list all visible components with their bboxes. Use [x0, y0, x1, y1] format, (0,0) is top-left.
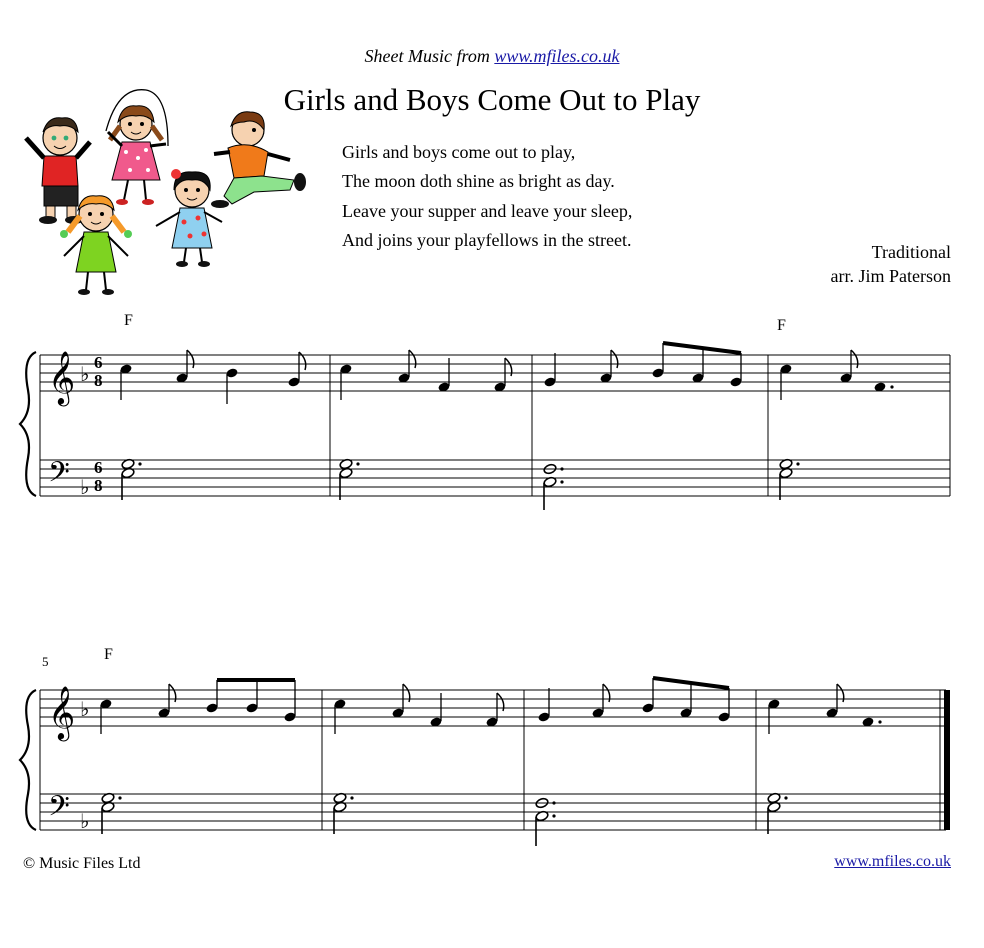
footer-copyright: © Music Files Ltd	[23, 855, 141, 872]
time-signature-top: 6	[94, 458, 103, 477]
lyric-line: Girls and boys come out to play,	[342, 142, 576, 162]
composer-credit: Traditional	[871, 242, 951, 262]
treble-notes-measure-7	[537, 678, 730, 723]
bass-chords-system-2	[101, 792, 781, 846]
treble-clef-icon: 𝄞	[48, 687, 76, 738]
barlines	[330, 355, 950, 496]
system-1	[20, 312, 950, 510]
source-link[interactable]: www.mfiles.co.uk	[494, 46, 620, 66]
time-signature-top: 6	[94, 353, 103, 372]
time-signature-bottom: 8	[94, 476, 103, 495]
source-prefix: Sheet Music from	[364, 46, 495, 66]
barlines	[322, 690, 940, 830]
treble-notes-measure-3	[543, 343, 742, 388]
chord-symbol: F	[777, 317, 786, 334]
treble-clef-icon: 𝄞	[48, 352, 76, 403]
flat-icon: ♭	[80, 811, 90, 833]
treble-notes-measure-2	[339, 350, 511, 400]
chord-symbol: F	[124, 312, 133, 329]
treble-notes-measure-1	[119, 350, 305, 404]
final-barline	[944, 690, 950, 830]
flat-icon: ♭	[80, 699, 90, 721]
dots	[118, 796, 787, 817]
flat-icon: ♭	[80, 477, 90, 499]
time-signature-bottom: 8	[94, 371, 103, 390]
bass-staff	[40, 794, 946, 830]
page-title: Girls and Boys Come Out to Play	[283, 82, 701, 117]
system-2	[20, 646, 950, 846]
measure-number: 5	[42, 654, 49, 669]
bass-clef-icon: 𝄢	[48, 458, 70, 495]
dots	[138, 462, 799, 483]
grand-staff-brace	[20, 352, 36, 496]
bass-staff	[40, 460, 950, 496]
grand-staff-brace	[20, 690, 36, 830]
lyric-line: Leave your supper and leave your sleep,	[342, 200, 633, 221]
treble-staff	[40, 355, 950, 391]
treble-notes-measure-4	[779, 350, 893, 400]
lyric-line: And joins your playfellows in the street.	[342, 229, 632, 250]
lyric-line: The moon doth shine as bright as day.	[342, 171, 615, 192]
chord-symbol: F	[104, 646, 113, 663]
flat-icon: ♭	[80, 364, 90, 386]
bass-clef-icon: 𝄢	[48, 792, 70, 829]
arranger-credit: arr. Jim Paterson	[830, 266, 951, 286]
bass-chords-system-1	[121, 458, 793, 510]
footer-link[interactable]: www.mfiles.co.uk	[834, 853, 951, 870]
